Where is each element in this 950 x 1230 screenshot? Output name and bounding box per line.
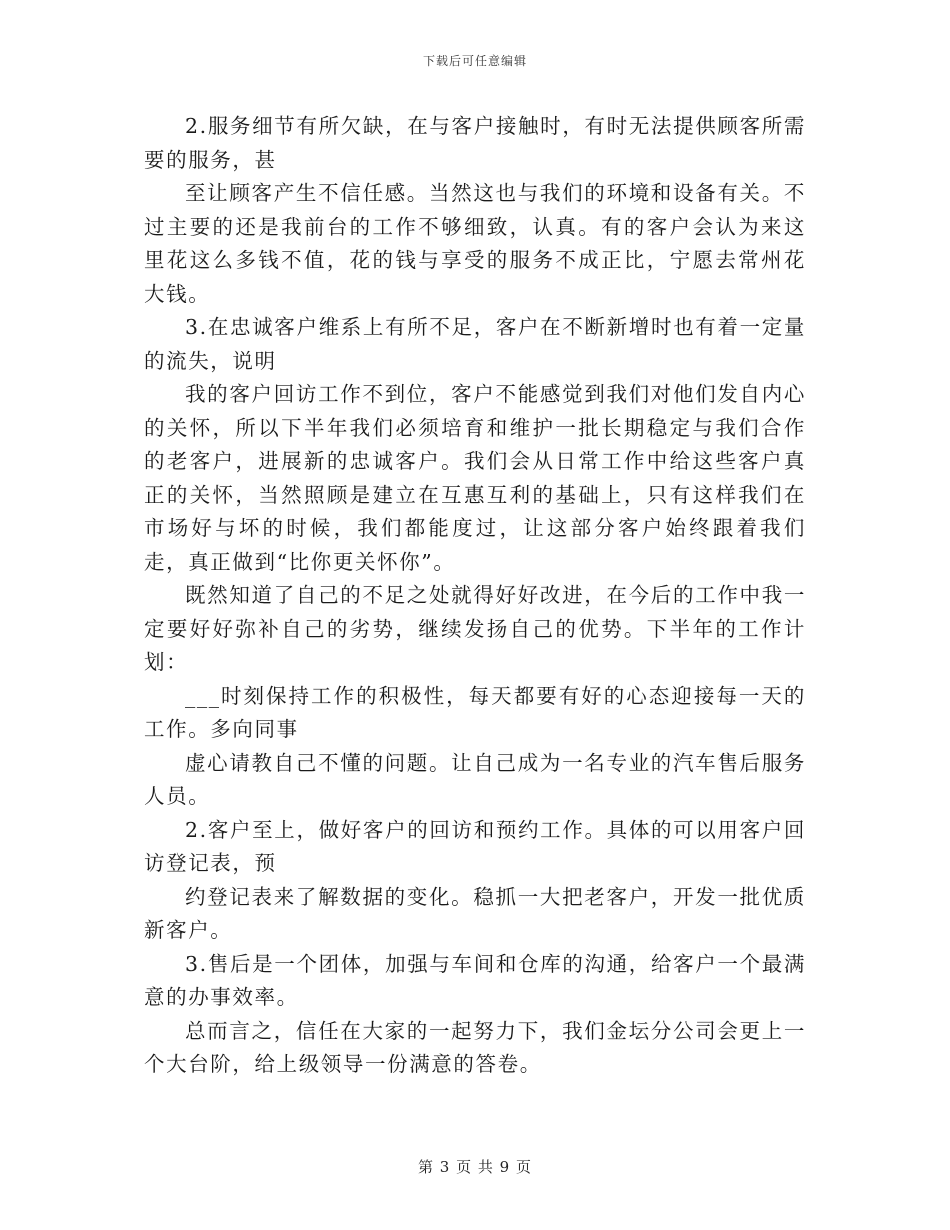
paragraph: 总而言之，信任在大家的一起努力下，我们金坛分公司会更上一个大台阶，给上级领导一份满意的答卷。	[144, 1018, 806, 1076]
paragraph: 2.客户至上，做好客户的回访和预约工作。具体的可以用客户回访登记表，预	[144, 817, 806, 875]
paragraph: 至让顾客产生不信任感。当然这也与我们的环境和设备有关。不过主要的还是我前台的工作不够细致，认真。有的客户会认为来这里花这么多钱不值，花的钱与享受的服务不成正比，宁愿去常州花大钱。	[144, 181, 806, 306]
paragraph: 3.在忠诚客户维系上有所不足，客户在不断新增时也有着一定量的流失，说明	[144, 315, 806, 373]
paragraph: 我的客户回访工作不到位，客户不能感觉到我们对他们发自内心的关怀，所以下半年我们必须培育和维护一批长期稳定与我们合作的老客户，进展新的忠诚客户。我们会从日常工作中给这些客户真正的关怀，当然照顾是建立在互惠互利的基础上，只有这样我们在市场好与坏的时候，我们都能度过，让这部分客户始终跟着我们走，真正做到“比你更关怀你”。	[144, 382, 806, 574]
document-body	[144, 110, 806, 1082]
paragraph: 3.售后是一个团体，加强与车间和仓库的沟通，给客户一个最满意的办事效率。	[144, 951, 806, 1009]
paragraph: ___时刻保持工作的积极性，每天都要有好的心态迎接每一天的工作。多向同事	[144, 683, 806, 741]
paragraph: 约登记表来了解数据的变化。稳抓一大把老客户，开发一批优质新客户。	[144, 884, 806, 942]
paragraph: 既然知道了自己的不足之处就得好好改进，在今后的工作中我一定要好好弥补自己的劣势，继续发扬自己的优势。下半年的工作计划：	[144, 583, 806, 674]
page-header: 下载后可任意编辑	[422, 54, 527, 68]
page-number: 第 3 页 共 9 页	[418, 1158, 532, 1176]
paragraph: 2.服务细节有所欠缺，在与客户接触时，有时无法提供顾客所需要的服务，甚	[144, 114, 806, 172]
paragraph: 虚心请教自己不懂的问题。让自己成为一名专业的汽车售后服务人员。	[144, 750, 806, 808]
